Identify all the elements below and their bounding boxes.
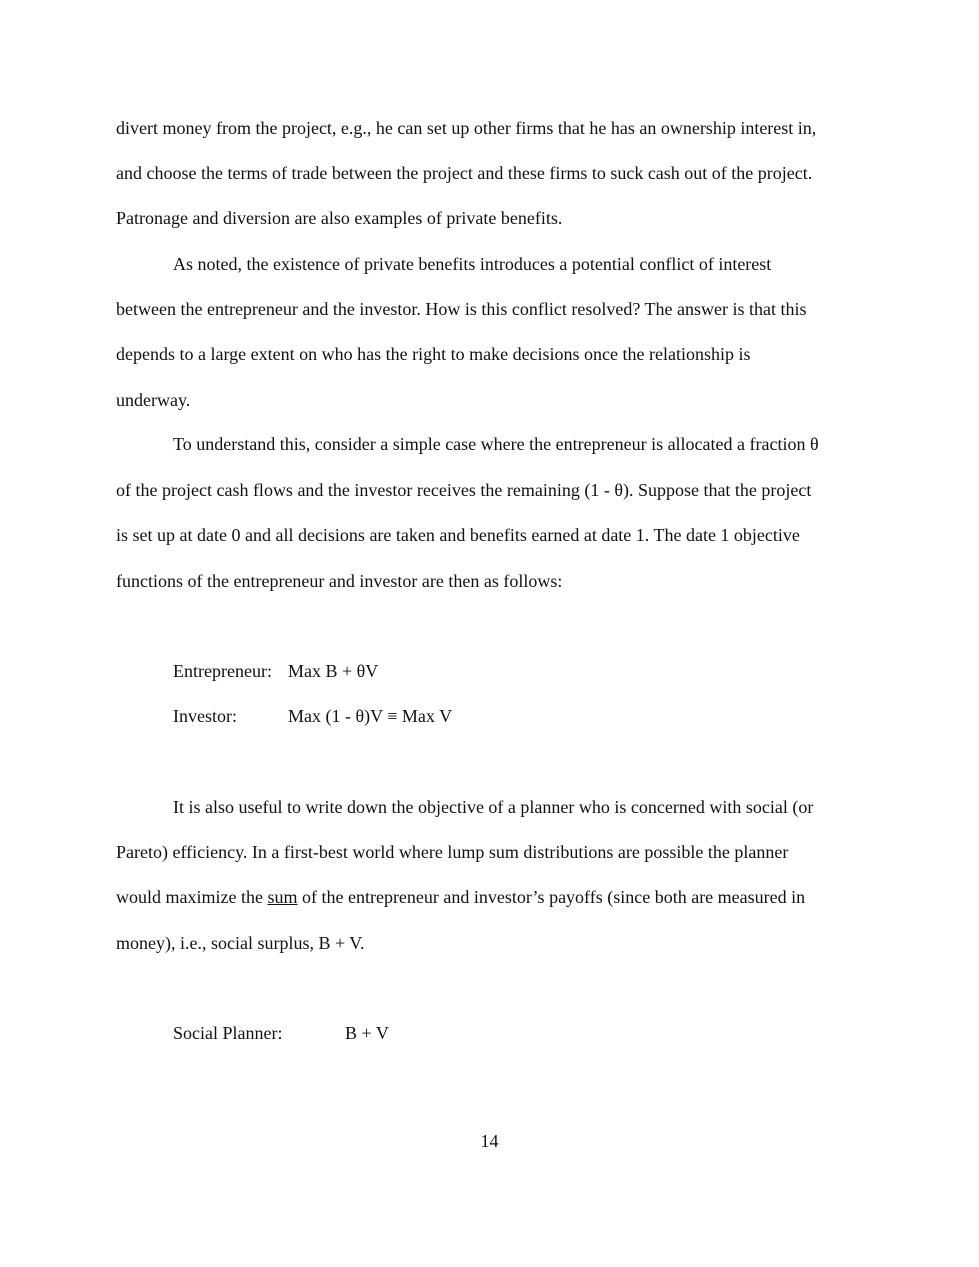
paragraph-4-line-1: It is also useful to write down the objective of a planner who is concerned with social (or xyxy=(173,797,814,817)
paragraph-4-line-3-before: would maximize the xyxy=(116,887,268,907)
entrepreneur-objective: Max B + θV xyxy=(288,661,379,681)
paragraph-2-line-2: between the entrepreneur and the investor. How is this conflict resolved? The answer is that this xyxy=(116,299,807,319)
paragraph-1-line-1: divert money from the project, e.g., he can set up other firms that he has an ownership interest in, xyxy=(116,118,817,138)
entrepreneur-label: Entrepreneur: xyxy=(173,661,272,681)
underlined-sum: sum xyxy=(267,887,298,907)
paragraph-2-line-1: As noted, the existence of private benefits introduces a potential conflict of interest xyxy=(173,254,772,274)
paragraph-4-line-4: money), i.e., social surplus, B + V. xyxy=(116,933,365,953)
paragraph-2-line-3: depends to a large extent on who has the right to make decisions once the relationship is xyxy=(116,344,751,364)
paragraph-4-line-3 xyxy=(116,886,805,908)
page-number: 14 xyxy=(480,1131,499,1151)
paragraph-3-line-2: of the project cash flows and the investor receives the remaining (1 - θ). Suppose that the project xyxy=(116,480,812,500)
paragraph-1-line-2: and choose the terms of trade between the project and these firms to suck cash out of the project. xyxy=(116,163,813,183)
paragraph-4-line-3-after: of the entrepreneur and investor’s payoffs (since both are measured in xyxy=(297,887,806,907)
investor-label: Investor: xyxy=(173,706,237,726)
paragraph-3-line-1: To understand this, consider a simple case where the entrepreneur is allocated a fraction θ xyxy=(173,434,819,454)
paragraph-4-line-2: Pareto) efficiency. In a first-best world where lump sum distributions are possible the planner xyxy=(116,842,789,862)
paragraph-1-line-3: Patronage and diversion are also examples of private benefits. xyxy=(116,208,563,228)
paragraph-3-line-4: functions of the entrepreneur and investor are then as follows: xyxy=(116,571,563,591)
paragraph-3-line-3: is set up at date 0 and all decisions are taken and benefits earned at date 1. The date 1 objective xyxy=(116,525,800,545)
investor-objective: Max (1 - θ)V ≡ Max V xyxy=(288,706,453,726)
paragraph-2-line-4: underway. xyxy=(116,390,191,410)
social-planner-objective: B + V xyxy=(345,1023,389,1043)
social-planner-label: Social Planner: xyxy=(173,1023,283,1043)
